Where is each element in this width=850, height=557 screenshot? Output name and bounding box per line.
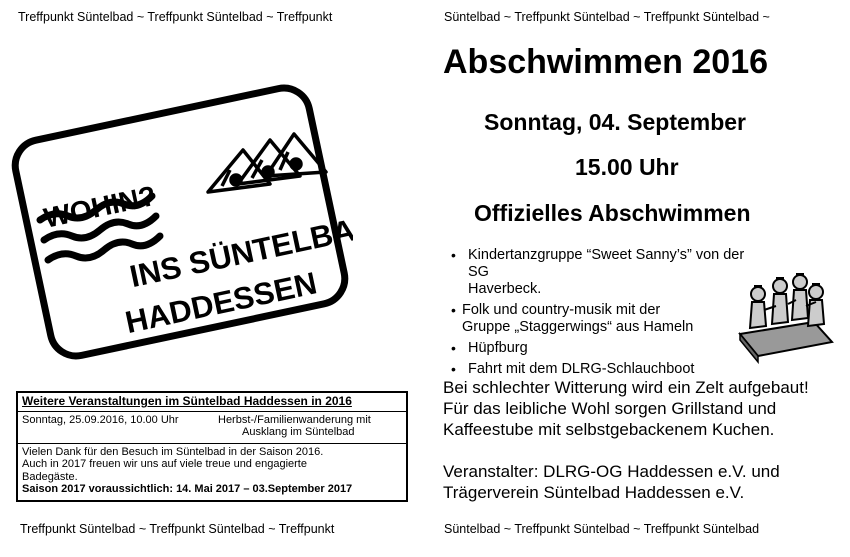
tents-icon [208, 134, 326, 192]
footer-left: Treffpunkt Süntelbad ~ Treffpunkt Süntelbad ~ Treffpunkt [20, 522, 335, 536]
event-desc-line: Herbst-/Familienwanderung mit [218, 413, 371, 426]
logo-line1: WOHIN? [41, 179, 159, 234]
bullet-line: Haverbeck. [468, 281, 542, 297]
logo-line2: INS SÜNTELBAD [126, 207, 353, 295]
event-date: Sonntag, 04. September [484, 109, 747, 135]
header-left: Treffpunkt Süntelbad ~ Treffpunkt Süntelbad ~ Treffpunkt [18, 10, 333, 24]
bullet-line: Gruppe „Staggerwings“ aus Hameln [462, 319, 694, 335]
event-desc-line: Ausklang im Süntelbad [242, 426, 355, 438]
events-box-title: Weitere Veranstaltungen im Süntelbad Haddessen in 2016 [22, 394, 352, 408]
weather-note [443, 377, 843, 440]
event-title: Abschwimmen 2016 [443, 43, 769, 81]
event-desc-cell [218, 414, 371, 439]
event-time: 15.00 Uhr [575, 154, 679, 180]
organizer-note [443, 461, 843, 503]
thanks-line: Badegäste. [22, 470, 78, 483]
list-item [448, 302, 748, 336]
events-box-title-row [18, 393, 406, 412]
events-box-event-row [18, 412, 406, 444]
thanks-line: Vielen Dank für den Besuch im Süntelbad in der Saison 2016. [22, 445, 324, 458]
thanks-line: Auch in 2017 freuen wir uns auf viele treue und engagierte [22, 458, 307, 470]
logo-graphic [8, 72, 353, 372]
bullet-line: Hüpfburg [468, 340, 528, 356]
wohin-logo [8, 72, 353, 372]
list-item [448, 247, 748, 298]
header-right: Süntelbad ~ Treffpunkt Süntelbad ~ Treffpunkt Süntelbad ~ [444, 10, 770, 24]
bullet-line: Folk und country-musik mit der [462, 302, 661, 318]
organizer-line: Veranstalter: DLRG-OG Haddessen e.V. und [443, 462, 780, 481]
weather-line: Für das leibliche Wohl sorgen Grillstand und [443, 399, 777, 418]
bullet-line: Fahrt mit dem DLRG-Schlauchboot [468, 361, 695, 377]
weather-line: Kaffeestube mit selbstgebackenem Kuchen. [443, 420, 775, 439]
event-date-cell: Sonntag, 25.09.2016, 10.00 Uhr [22, 413, 179, 426]
weather-line: Bei schlechter Witterung wird ein Zelt aufgebaut! [443, 378, 809, 397]
program-list [448, 247, 748, 382]
list-item [448, 361, 748, 378]
organizer-line: Trägerverein Süntelbad Haddessen e.V. [443, 483, 745, 502]
band-clipart [736, 272, 836, 364]
season-line: Saison 2017 voraussichtlich: 14. Mai 2017 – 03.September 2017 [22, 483, 353, 495]
events-box [16, 391, 408, 502]
logo-line3: HADDESSEN [122, 265, 320, 341]
events-box-thanks-row [18, 444, 406, 498]
list-item [448, 340, 748, 357]
event-subtitle: Offizielles Abschwimmen [474, 200, 751, 226]
footer-right: Süntelbad ~ Treffpunkt Süntelbad ~ Treffpunkt Süntelbad [444, 522, 760, 536]
bullet-line: Kindertanzgruppe “Sweet Sanny’s” von der SG [468, 247, 745, 280]
band-icon [736, 272, 836, 364]
